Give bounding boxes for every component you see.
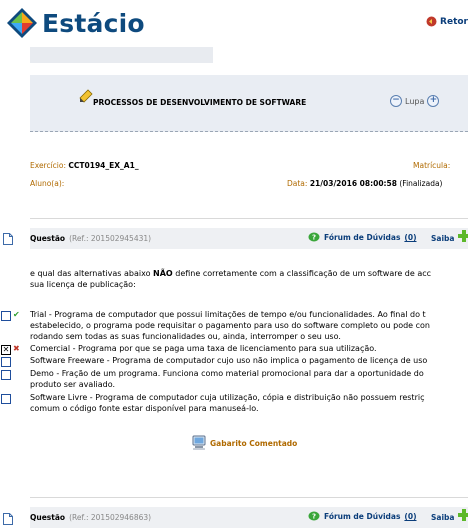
logo-diamond-icon — [6, 7, 38, 39]
question-label: Questão — [30, 513, 66, 522]
aluno-label: Aluno(a): — [30, 179, 65, 188]
option-checkbox[interactable] — [1, 394, 11, 404]
question-text-emphasis: NÃO — [153, 269, 173, 278]
lupa-label: Lupa — [405, 96, 425, 106]
option-text: Software Freeware - Programa de computador cujo uso não implica o pagamento de licença de uso — [30, 356, 428, 365]
exercise-label: Exercício: — [30, 161, 67, 170]
saiba-link[interactable]: Saiba — [431, 234, 455, 243]
option-text: rodando sem todas as suas funcionalidades ou, ainda, interromper o seu uso. — [30, 332, 341, 341]
option-text: produto ser avaliado. — [30, 380, 115, 389]
return-label: Retor — [440, 16, 468, 27]
option-checkbox[interactable] — [1, 370, 11, 380]
option-text: Comercial - Programa por que se paga uma taxa de licenciamento para sua utilização. — [30, 344, 377, 353]
exercise-code: CCT0194_EX_A1_ — [68, 161, 139, 170]
forum-label: Fórum de Dúvidas — [324, 512, 401, 521]
plus-icon[interactable] — [458, 509, 468, 521]
question-text-line: sua licença de publicação: — [30, 280, 136, 289]
wrong-x-icon: ✖ — [13, 344, 20, 353]
question-text-part: define corretamente com a classificação de um software de acc — [172, 269, 432, 278]
date-label: Data: — [287, 179, 308, 188]
question-doc-icon — [3, 230, 13, 249]
question-header — [30, 507, 468, 528]
question-text — [30, 268, 468, 290]
plus-icon[interactable] — [458, 230, 468, 242]
forum-link[interactable] — [308, 511, 417, 522]
status-text: (Finalizada) — [399, 179, 443, 188]
option-checkbox-checked[interactable]: ✕ — [2, 345, 10, 354]
forum-link[interactable] — [308, 232, 417, 243]
exercise-line — [30, 161, 139, 170]
option-checkbox[interactable] — [1, 311, 11, 321]
question-text-part: e qual das alternativas abaixo — [30, 269, 154, 278]
question-ref: (Ref.: 201502945431) — [69, 234, 152, 243]
question-header — [30, 228, 468, 249]
option-text: Software Livre - Programa de computador cuja utilização, cópia e distribuição não possuem restriç — [30, 393, 425, 402]
zoom-out-icon[interactable]: − — [390, 95, 402, 107]
return-link[interactable] — [426, 16, 468, 27]
option-text: Trial - Programa de computador que possui limitações de tempo e/ou funcionalidades. Ao final do t — [30, 310, 426, 319]
divider — [30, 497, 468, 498]
divider — [30, 218, 468, 219]
pencil-icon — [79, 88, 93, 107]
zoom-in-icon[interactable]: + — [427, 95, 439, 107]
option-text: Demo - Fração de um programa. Funciona como material promocional para dar a oportunidade do — [30, 369, 424, 378]
gabarito-label: Gabarito Comentado — [210, 438, 298, 448]
saiba-link[interactable]: Saiba — [431, 513, 455, 522]
zoom-controls — [390, 95, 439, 107]
forum-count[interactable]: (0) — [404, 512, 417, 521]
question-label: Questão — [30, 234, 66, 243]
return-icon — [426, 16, 437, 27]
matricula-label: Matrícula: — [413, 161, 451, 170]
option-text: comum o código fonte estar disponível para manuseá-lo. — [30, 404, 259, 413]
forum-label: Fórum de Dúvidas — [324, 233, 401, 242]
svg-text:?: ? — [311, 233, 317, 242]
estacio-logo[interactable] — [6, 6, 145, 40]
option-text: estabelecido, o programa pode requisitar o pagamento para uso do software completo ou pode con — [30, 321, 430, 330]
forum-count[interactable]: (0) — [404, 233, 417, 242]
option-checkbox[interactable] — [1, 357, 11, 367]
logo-text: Estácio — [42, 8, 145, 38]
correct-check-icon: ✔ — [13, 310, 20, 319]
forum-icon — [308, 232, 320, 243]
svg-text:?: ? — [311, 512, 317, 521]
question-doc-icon — [3, 510, 13, 529]
forum-icon — [308, 511, 320, 522]
course-title: PROCESSOS DE DESENVOLVIMENTO DE SOFTWARE — [93, 98, 307, 107]
date-line — [287, 179, 443, 188]
question-ref: (Ref.: 201502946863) — [69, 513, 152, 522]
top-info-strip — [30, 47, 213, 63]
gabarito-link[interactable] — [191, 435, 297, 451]
computer-icon — [191, 435, 207, 451]
date-value: 21/03/2016 08:00:58 — [309, 179, 397, 188]
